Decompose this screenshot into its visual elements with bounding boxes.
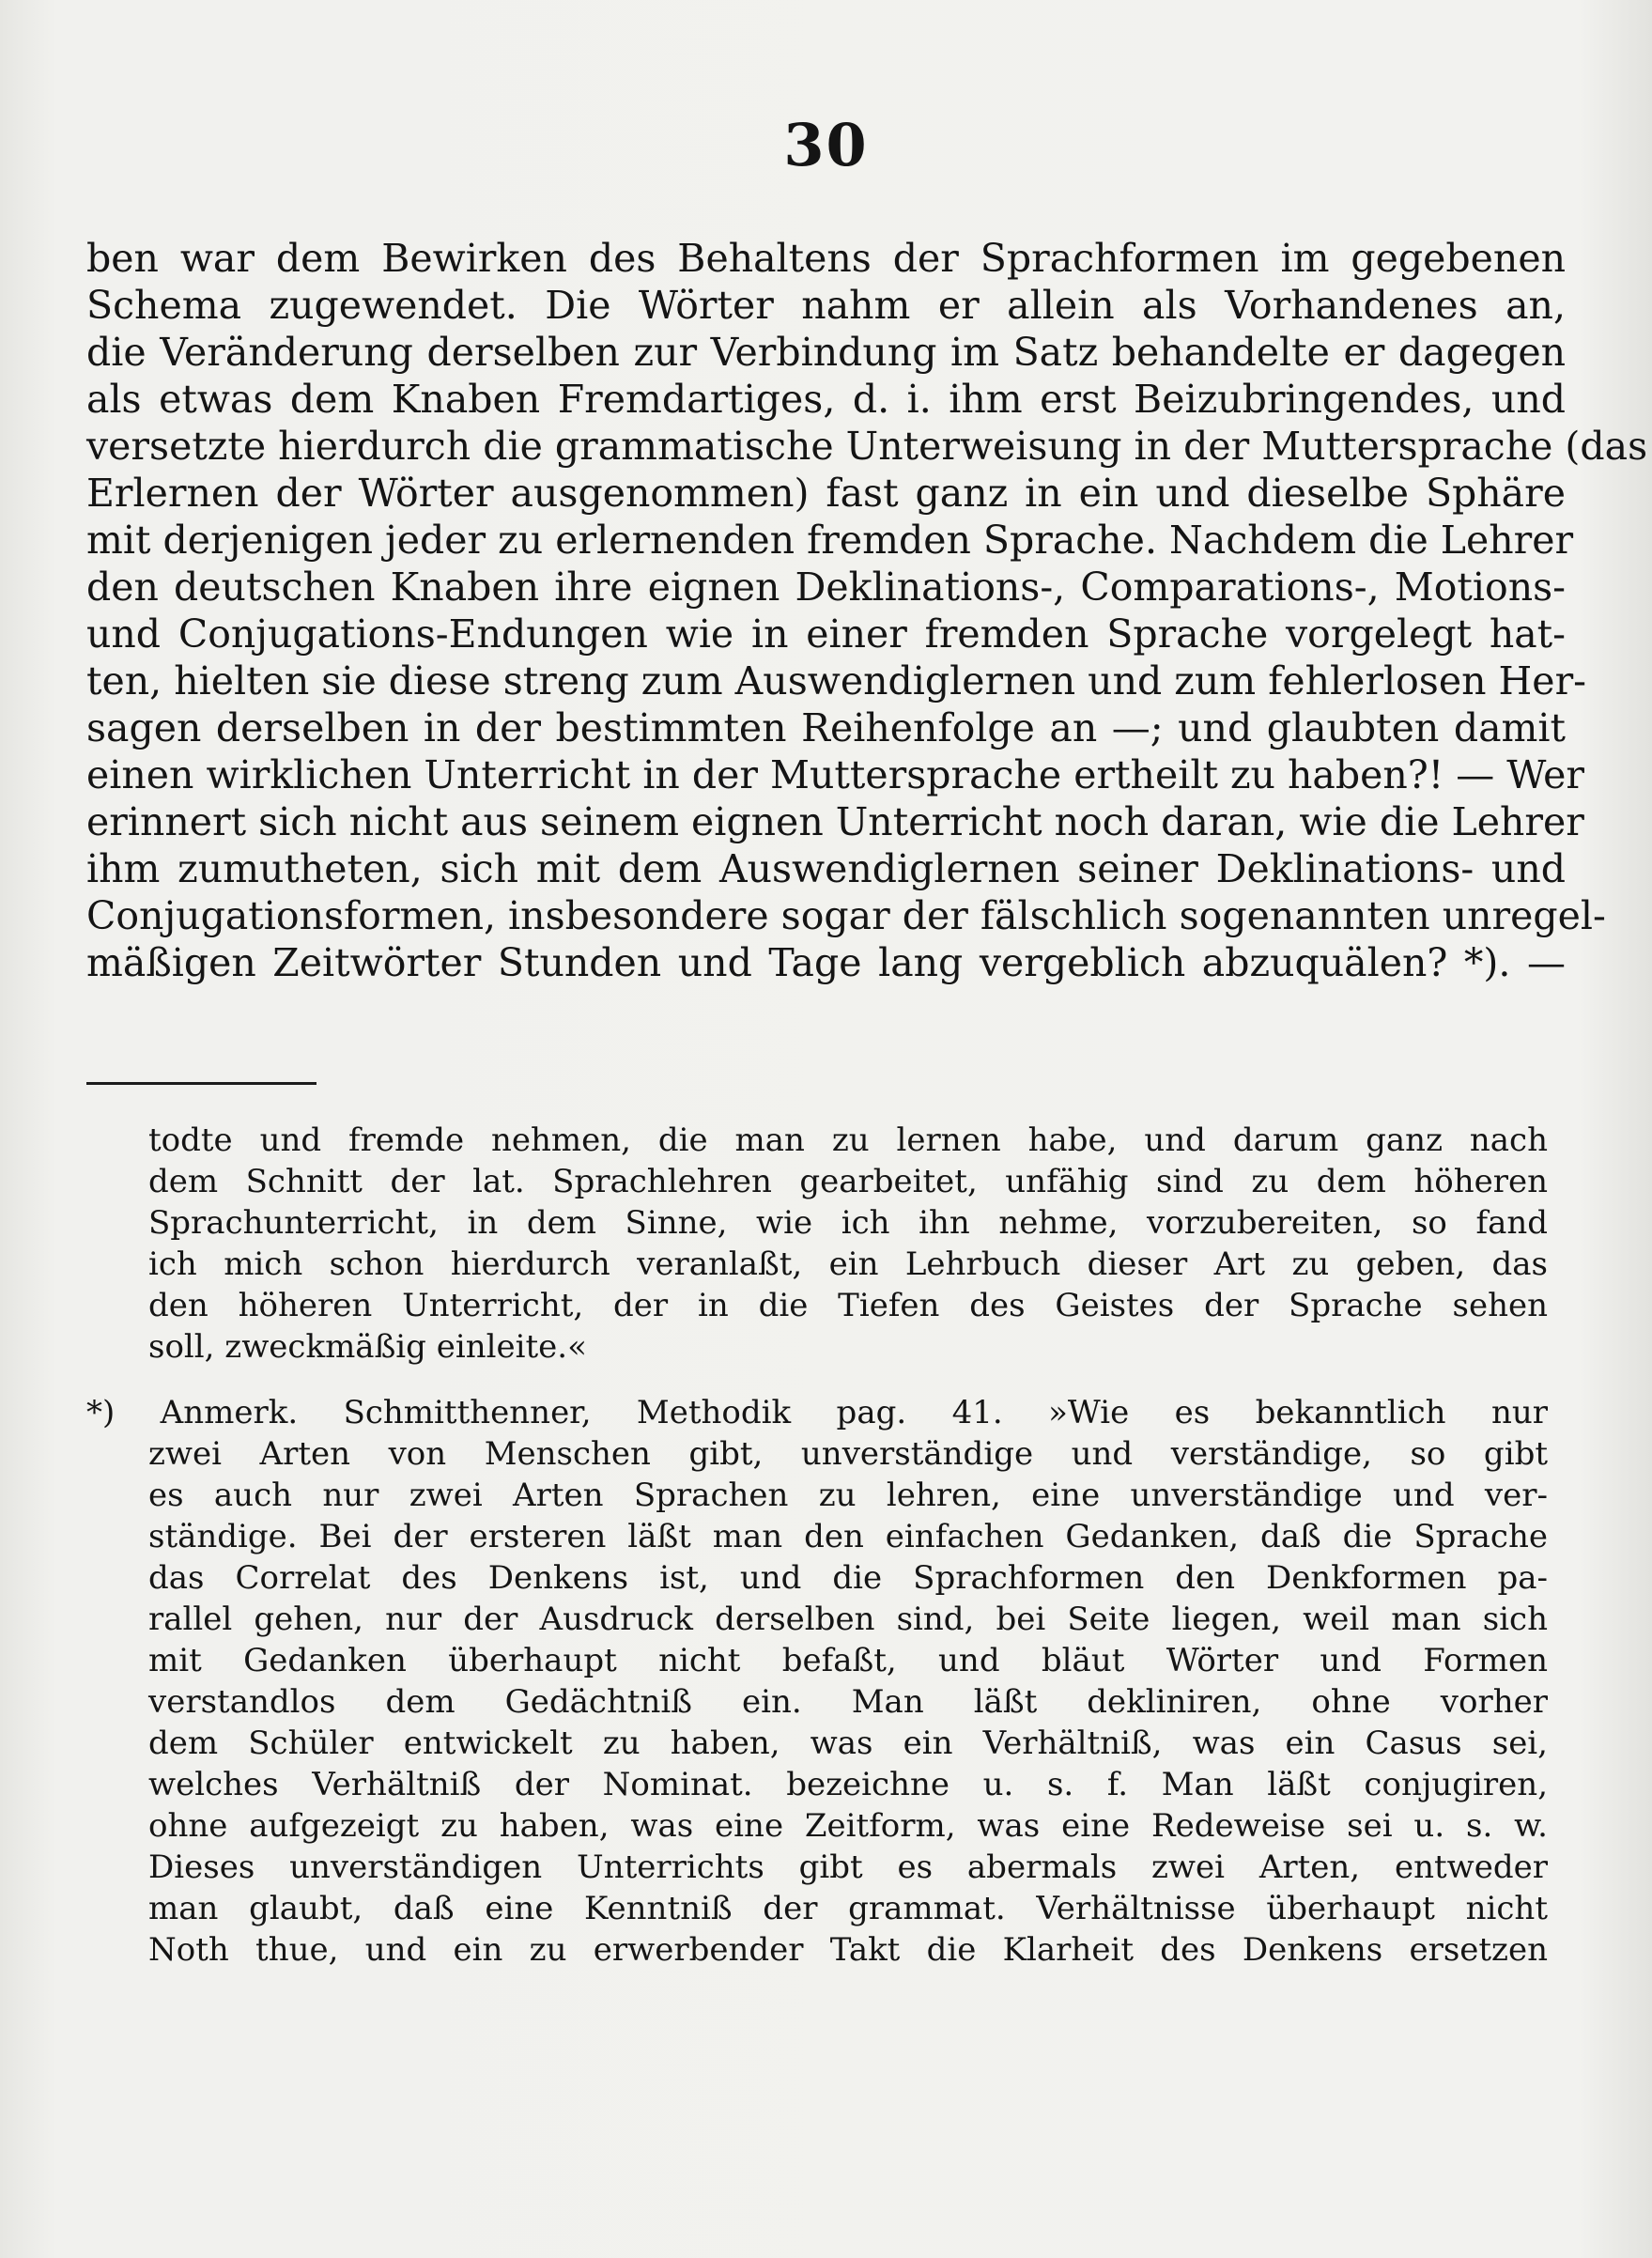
- footnote-line: soll, zweckmäßig einleite.«: [148, 1328, 587, 1366]
- footnote-line: zwei Arten von Menschen gibt, unverständige und verständige, so gibt: [148, 1435, 1548, 1473]
- footnote-line: dem Schnitt der lat. Sprachlehren gearbeitet, unfähig sind zu dem höheren: [148, 1163, 1548, 1200]
- text-line: und Conjugations-Endungen wie in einer fremden Sprache vorgelegt hat-: [86, 611, 1566, 657]
- footnote-divider: [86, 1082, 317, 1085]
- text-line: als etwas dem Knaben Fremdartiges, d. i. ihm erst Beizubringendes, und: [86, 377, 1566, 422]
- footnote-line: welches Verhältniß der Nominat. bezeichne u. s. f. Man läßt conjugiren,: [148, 1766, 1548, 1803]
- text-line: einen wirklichen Unterricht in der Muttersprache ertheilt zu haben?! — Wer: [86, 752, 1584, 797]
- text-line: erinnert sich nicht aus seinem eignen Unterricht noch daran, wie die Lehrer: [86, 799, 1584, 844]
- footnote-line: *) Anmerk. Schmitthenner, Methodik pag. 41. »Wie es bekanntlich nur: [86, 1394, 1548, 1431]
- footnote-line: ich mich schon hierdurch veranlaßt, ein Lehrbuch dieser Art zu geben, das: [148, 1245, 1548, 1283]
- footnote-line: man glaubt, daß eine Kenntniß der grammat. Verhältnisse überhaupt nicht: [148, 1890, 1548, 1927]
- text-line: die Veränderung derselben zur Verbindung im Satz behandelte er dagegen: [86, 330, 1566, 375]
- text-line: versetzte hierdurch die grammatische Unterweisung in der Muttersprache (das: [86, 424, 1648, 469]
- text-line: Conjugationsformen, insbesondere sogar der fälschlich sogenannten unregel-: [86, 893, 1606, 938]
- footnote-line: ohne aufgezeigt zu haben, was eine Zeitform, was eine Redeweise sei u. s. w.: [148, 1807, 1548, 1845]
- footnote-line: ständige. Bei der ersteren läßt man den einfachen Gedanken, daß die Sprache: [148, 1518, 1548, 1555]
- text-line: ten, hielten sie diese streng zum Auswendiglernen und zum fehlerlosen Her-: [86, 658, 1587, 704]
- footnote-line: Dieses unverständigen Unterrichts gibt es abermals zwei Arten, entweder: [148, 1848, 1548, 1886]
- footnote-line: todte und fremde nehmen, die man zu lernen habe, und darum ganz nach: [148, 1121, 1548, 1159]
- page-number: 30: [783, 111, 869, 179]
- text-line: ben war dem Bewirken des Behaltens der Sprachformen im gegebenen: [86, 236, 1566, 281]
- footnote-line: rallel gehen, nur der Ausdruck derselben sind, bei Seite liegen, weil man sich: [148, 1601, 1548, 1638]
- text-line: Schema zugewendet. Die Wörter nahm er allein als Vorhandenes an,: [86, 283, 1566, 328]
- text-line: sagen derselben in der bestimmten Reihenfolge an —; und glaubten damit: [86, 705, 1566, 750]
- footnote-line: Noth thue, und ein zu erwerbender Takt die Klarheit des Denkens ersetzen: [148, 1931, 1548, 1969]
- footnote-line: es auch nur zwei Arten Sprachen zu lehren, eine unverständige und ver-: [148, 1477, 1548, 1514]
- text-line: Erlernen der Wörter ausgenommen) fast ganz in ein und dieselbe Sphäre: [86, 471, 1566, 516]
- text-line: mit derjenigen jeder zu erlernenden fremden Sprache. Nachdem die Lehrer: [86, 518, 1574, 563]
- footnote-line: das Correlat des Denkens ist, und die Sprachformen den Denkformen pa-: [148, 1559, 1548, 1597]
- text-line: mäßigen Zeitwörter Stunden und Tage lang vergeblich abzuquälen? *). —: [86, 940, 1566, 985]
- text-line: ihm zumutheten, sich mit dem Auswendiglernen seiner Deklinations- und: [86, 846, 1566, 891]
- footnote-line: Sprachunterricht, in dem Sinne, wie ich ihn nehme, vorzubereiten, so fand: [148, 1204, 1548, 1242]
- footnote-line: dem Schüler entwickelt zu haben, was ein Verhältniß, was ein Casus sei,: [148, 1724, 1548, 1762]
- text-line: den deutschen Knaben ihre eignen Deklinations-, Comparations-, Motions-: [86, 564, 1566, 610]
- footnote-line: den höheren Unterricht, der in die Tiefen des Geistes der Sprache sehen: [148, 1287, 1548, 1324]
- footnote-line: verstandlos dem Gedächtniß ein. Man läßt dekliniren, ohne vorher: [148, 1683, 1548, 1721]
- footnote-line: mit Gedanken überhaupt nicht befaßt, und bläut Wörter und Formen: [148, 1642, 1548, 1679]
